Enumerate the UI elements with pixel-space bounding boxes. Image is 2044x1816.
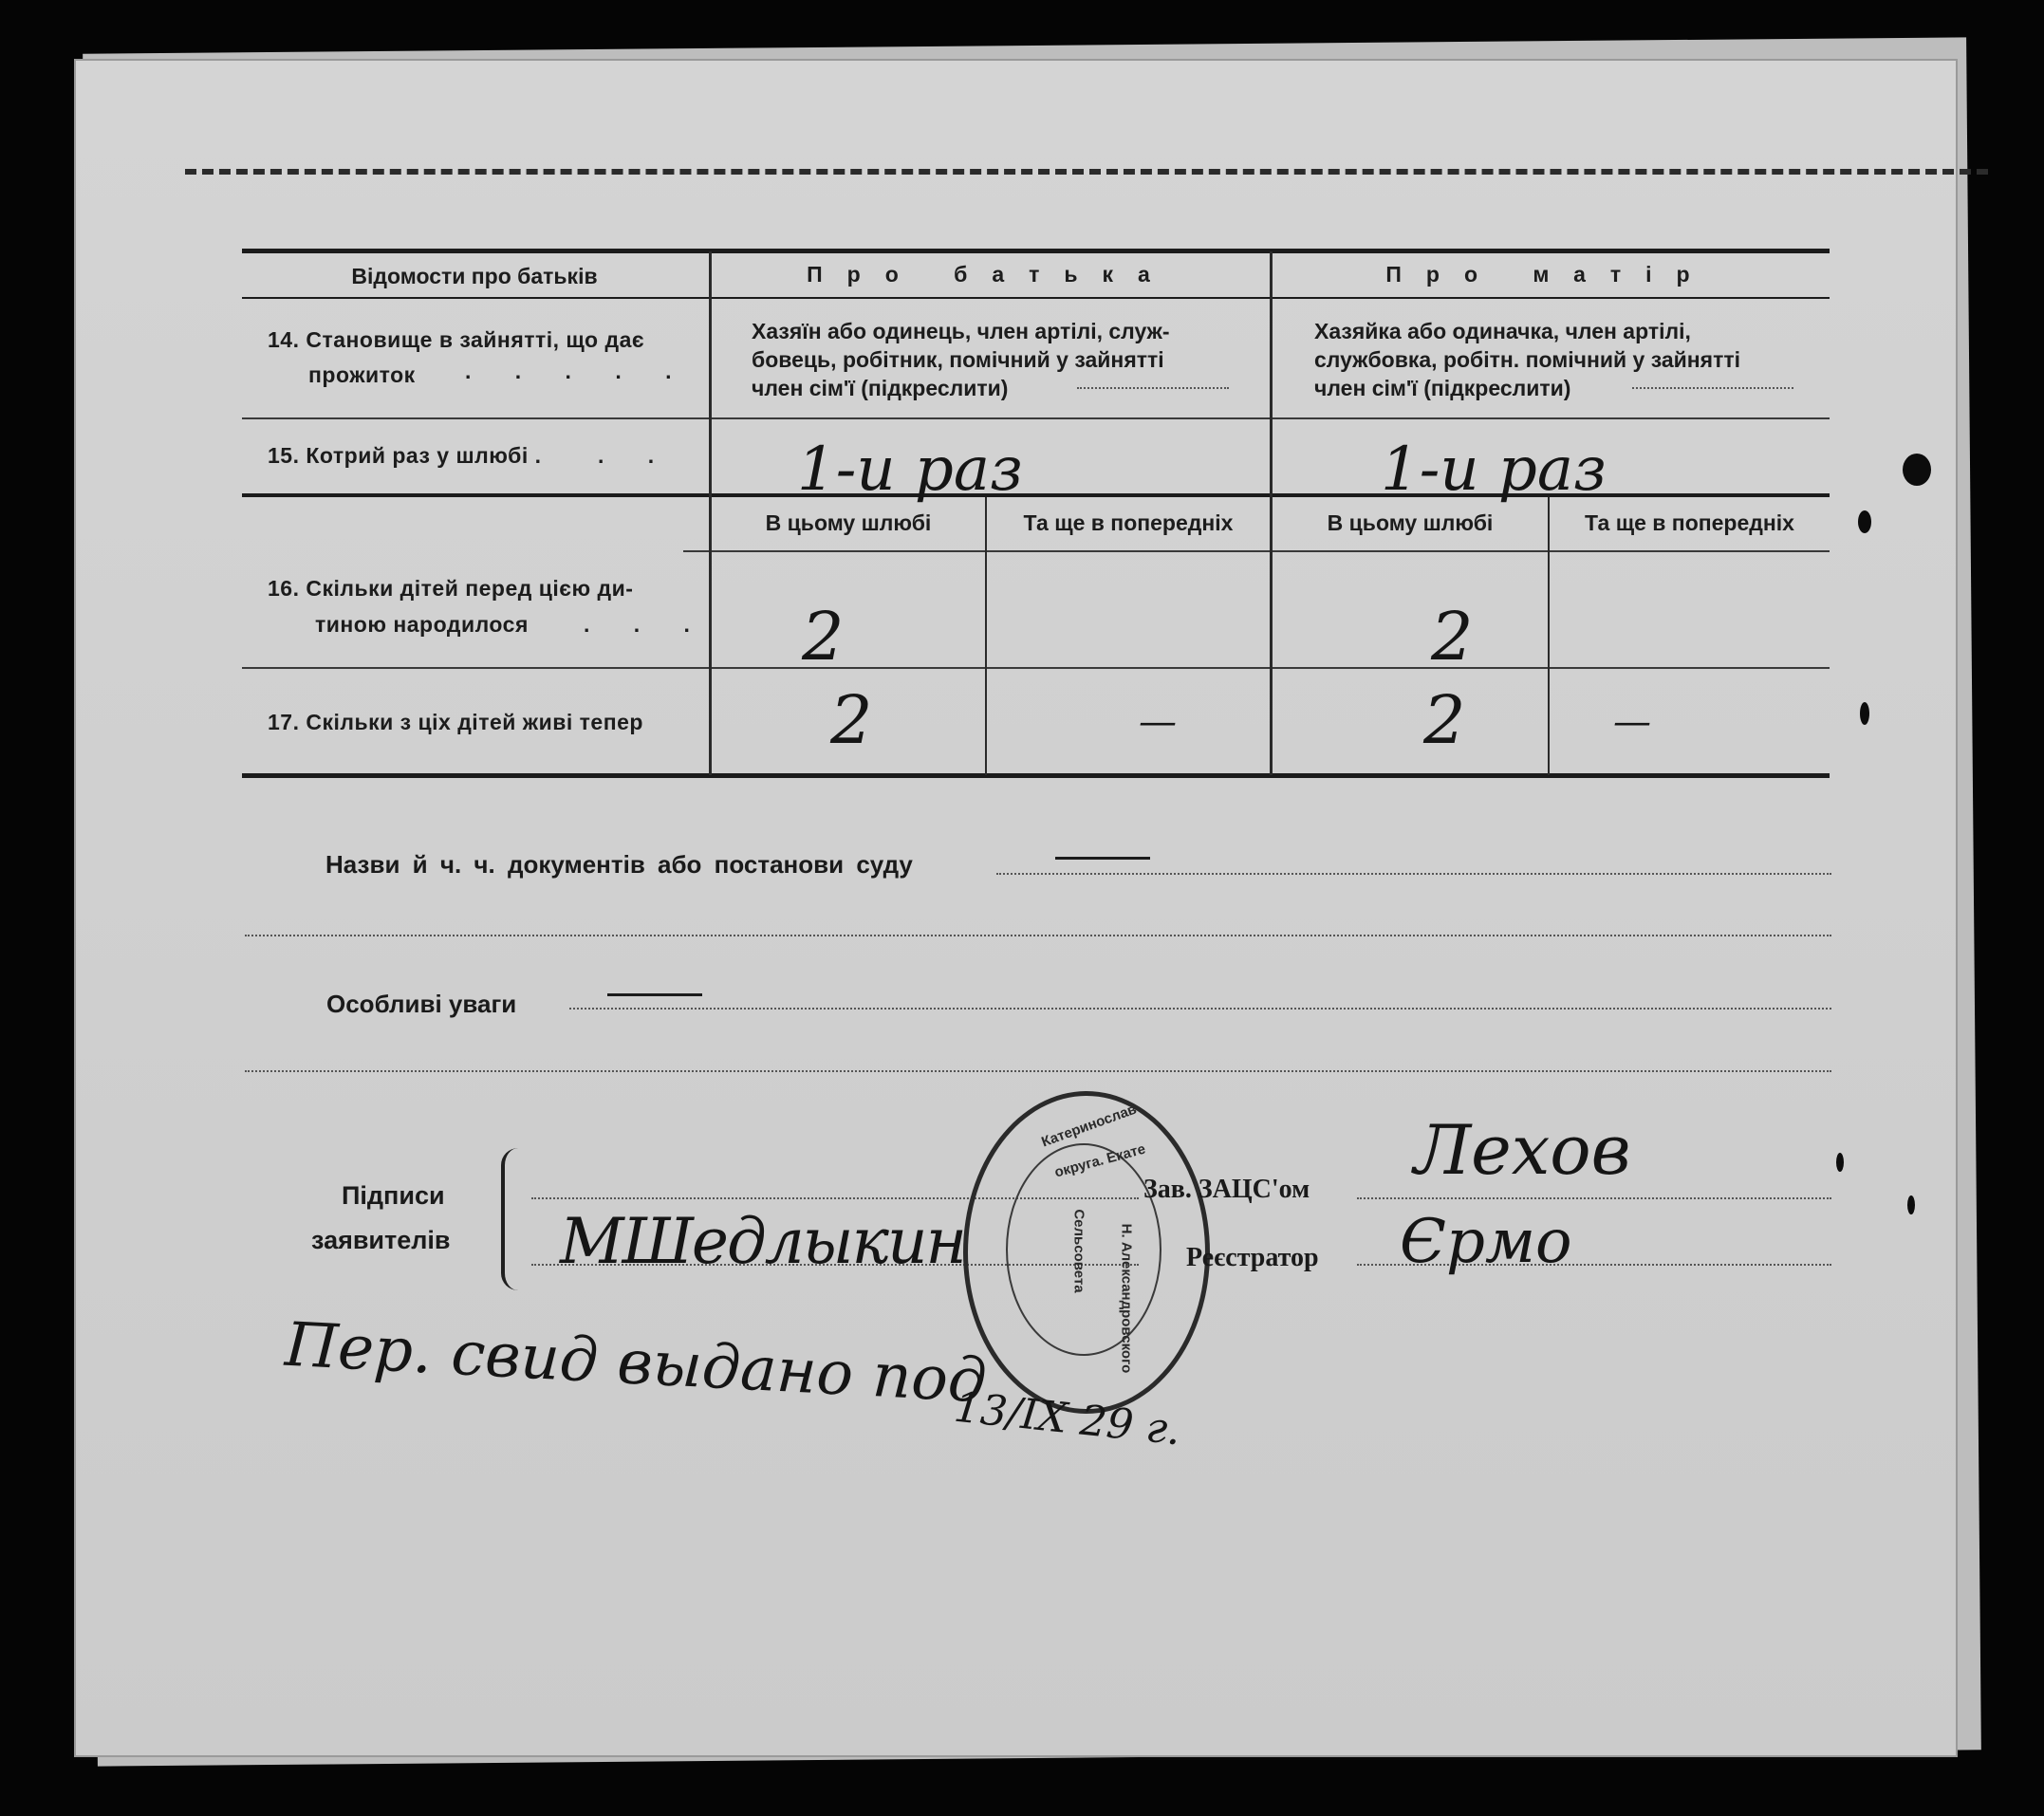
perforation-line xyxy=(185,169,1988,175)
row14-father-line2: бовець, робітник, помічний у зайнятті xyxy=(752,347,1164,372)
subheader-rule xyxy=(683,550,1830,552)
subheader-father-this: В цьому шлюбі xyxy=(765,510,932,535)
col-divider-4 xyxy=(1548,497,1550,775)
row17-mother-this: 2 xyxy=(1423,681,1466,759)
col-divider-3 xyxy=(985,497,987,775)
documents-dotline-1 xyxy=(996,873,1831,875)
applicants-label-line2: заявителів xyxy=(311,1226,451,1254)
documents-label: Назви й ч. ч. документів або постанови суду xyxy=(325,850,913,879)
row14-label-line2: прожиток xyxy=(308,362,416,387)
row14-father-line3: член сім'ї (підкреслити) xyxy=(752,376,1009,400)
notes-label: Особливі уваги xyxy=(326,990,517,1018)
header-mother: Про матір xyxy=(1385,262,1715,287)
stamp-text-1: Катеринослав xyxy=(1039,1101,1139,1151)
row14-mother-text xyxy=(1314,317,1827,402)
row17-mother-prev: — xyxy=(1613,700,1651,744)
applicants-brace xyxy=(501,1148,526,1290)
applicant-signature: МШедлыкин xyxy=(560,1205,965,1278)
form-page xyxy=(74,59,1958,1757)
ink-blot-5 xyxy=(1907,1195,1915,1214)
documents-dotline-2 xyxy=(245,935,1831,936)
row14-father-dotline xyxy=(1077,387,1229,389)
header-father: Про батька xyxy=(807,262,1175,287)
row14-mother-line1: Хазяйка або одиначка, член артілі, xyxy=(1314,319,1691,343)
documents-handwritten-dash xyxy=(1055,857,1150,860)
handwritten-note: Пер. свид выдано под xyxy=(283,1309,989,1418)
row15-father-value: 1-и раз xyxy=(797,435,1023,505)
registrar-signature: Єрмо xyxy=(1400,1207,1572,1277)
subheader-mother-previous: Та ще в попередніх xyxy=(1585,510,1794,535)
row16-father-this: 2 xyxy=(802,598,845,676)
table-bottom-rule xyxy=(242,773,1830,778)
row14-label-dots: . . . . . xyxy=(465,359,691,383)
table-top-rule xyxy=(242,249,1830,253)
row14-father-text xyxy=(752,317,1264,402)
header-col-label: Відомости про батьків xyxy=(351,264,598,288)
row15-label: 15. Котрий раз у шлюбі . xyxy=(268,443,542,468)
head-dotline xyxy=(1357,1197,1831,1199)
row16-mother-this: 2 xyxy=(1431,598,1474,676)
registrar-label: Реєстратор xyxy=(1186,1243,1319,1272)
notes-dotline-2 xyxy=(245,1070,1831,1072)
row16-bottom-rule xyxy=(242,667,1830,669)
ink-blot-3 xyxy=(1860,702,1869,725)
stamp-text-3: Сельсовета xyxy=(1070,1209,1087,1293)
row17-father-prev: — xyxy=(1139,700,1177,744)
row15-label-dots: . . xyxy=(598,443,674,468)
ink-blot-1 xyxy=(1903,454,1931,486)
applicants-label-line1: Підписи xyxy=(342,1181,445,1210)
ink-blot-2 xyxy=(1858,510,1871,533)
row14-father-line1: Хазяїн або одинець, член артілі, служ- xyxy=(752,319,1170,343)
row16-label-line1: 16. Скільки дітей перед цією ди- xyxy=(268,576,634,601)
subheader-mother-this: В цьому шлюбі xyxy=(1327,510,1494,535)
stamp-text-2: округа. Екате xyxy=(1052,1140,1147,1181)
head-label: Зав. ЗАЦС'ом xyxy=(1143,1175,1310,1204)
row14-label-line1: 14. Становище в зайнятті, що дає xyxy=(268,327,645,352)
table-header-rule xyxy=(242,297,1830,299)
subheader-father-previous: Та ще в попередніх xyxy=(1023,510,1234,535)
head-signature: Лехов xyxy=(1414,1110,1631,1190)
row14-mother-dotline xyxy=(1632,387,1793,389)
notes-dotline-1 xyxy=(569,1008,1831,1010)
ink-blot-4 xyxy=(1836,1153,1844,1172)
stamp-text-4: Н. Александровского xyxy=(1118,1223,1135,1374)
row17-father-this: 2 xyxy=(830,681,873,759)
row16-label-dots: . . . xyxy=(584,612,709,637)
row15-mother-value: 1-и раз xyxy=(1381,435,1607,505)
handwritten-date: 13/IX 29 г. xyxy=(951,1382,1183,1455)
notes-handwritten-dash xyxy=(607,993,702,996)
row14-mother-line2: службовка, робітн. помічний у зайнятті xyxy=(1314,347,1741,372)
row14-bottom-rule xyxy=(242,417,1830,419)
row17-label: 17. Скільки з ціх дітей живі тепер xyxy=(268,710,643,734)
row14-mother-line3: член сім'ї (підкреслити) xyxy=(1314,376,1571,400)
row16-label-line2: тиною народилося xyxy=(315,612,529,637)
